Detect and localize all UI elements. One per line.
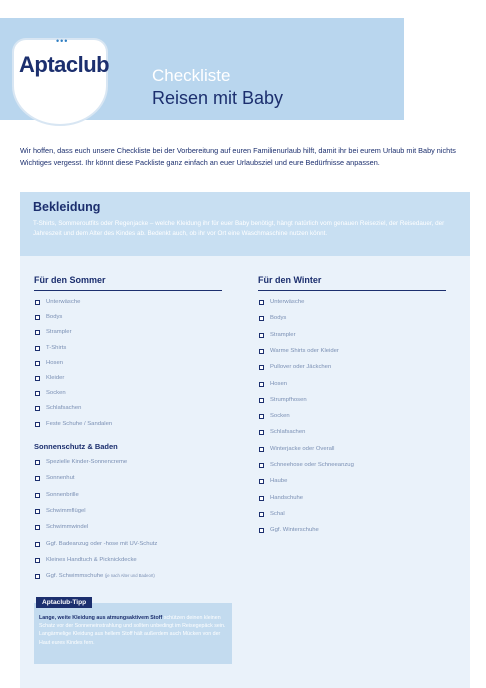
checklist-item <box>270 446 335 452</box>
checklist-item <box>270 478 287 484</box>
checklist-item-label: T-Shirts <box>46 344 67 351</box>
checkbox[interactable] <box>259 447 264 452</box>
checkbox[interactable] <box>259 316 264 321</box>
checklist-item <box>270 462 354 468</box>
checkbox[interactable] <box>259 300 264 305</box>
checkbox[interactable] <box>35 525 40 530</box>
checklist-item <box>270 397 307 403</box>
checkbox[interactable] <box>259 333 264 338</box>
checklist-item-label: Strumpfhosen <box>270 396 307 403</box>
checklist-item-label: Schwimmwindel <box>46 524 89 531</box>
checklist-item <box>46 508 86 514</box>
winter-heading: Für den Winter <box>258 275 446 291</box>
checkbox[interactable] <box>259 365 264 370</box>
checkbox[interactable] <box>259 382 264 387</box>
checklist-item <box>270 381 287 387</box>
section-description: T-Shirts, Sommeroutfits oder Regenjacke – welche Kleidung ihr für euer Baby benötigt, hängt natürlich vom genauen Reiseziel, der Reisedauer, der Jahreszeit und dem Alter des Kindes ab. Bedenkt auch, ob ihr vor Ort eine Waschmaschine nutzen könnt. <box>33 220 445 237</box>
checklist-item-label: Hosen <box>270 380 288 387</box>
checklist-item <box>46 541 157 547</box>
tip-headline: Lange, weite Kleidung aus atmungsaktivem Stoff <box>39 615 163 621</box>
checklist-item-label: Kleider <box>46 375 65 381</box>
checklist-item <box>46 573 155 579</box>
checklist-item <box>270 348 339 354</box>
clothing-panel-header <box>20 192 470 256</box>
checklist-item-label: Spezielle Kinder-Sonnencreme <box>46 459 128 465</box>
checklist-item-label: Schlafsachen <box>46 405 82 412</box>
header-title-checkliste: Checkliste <box>152 66 231 85</box>
checkbox[interactable] <box>259 349 264 354</box>
logo-dots-icon: ••• <box>56 36 69 46</box>
checklist-item-label: Warme Shirts oder Kleider <box>270 347 339 354</box>
checkbox[interactable] <box>259 414 264 419</box>
checklist-item-label: Kleines Handtuch & Picknickdecke <box>46 556 137 563</box>
checklist-item <box>46 524 88 530</box>
checkbox[interactable] <box>35 476 40 481</box>
checklist-item-label: Feste Schuhe / Sandalen <box>46 420 113 427</box>
checkbox[interactable] <box>35 330 40 335</box>
checkbox[interactable] <box>259 430 264 435</box>
checklist-item-note: (je nach Alter und Badeort) <box>104 573 155 579</box>
checklist-item <box>46 421 112 427</box>
checkbox[interactable] <box>35 315 40 320</box>
checkbox[interactable] <box>35 493 40 498</box>
checklist-item-label: Ggf. Badeanzug oder -hose mit UV-Schutz <box>46 540 158 547</box>
checklist-item-label: Unterwäsche <box>46 299 81 305</box>
checkbox[interactable] <box>259 463 264 468</box>
checkbox[interactable] <box>35 391 40 396</box>
sun-heading: Sonnenschutz & Baden <box>34 442 118 451</box>
checkbox[interactable] <box>35 558 40 563</box>
checklist-item <box>46 299 80 305</box>
checklist-item <box>46 375 64 381</box>
checklist-item <box>46 345 66 351</box>
checklist-item <box>46 314 62 320</box>
checklist-item-label: Handschuhe <box>270 494 304 501</box>
checklist-item <box>46 360 63 366</box>
tip-text <box>39 614 231 647</box>
checklist-item-label: Winterjacke oder Overall <box>270 445 335 452</box>
checklist-item-label: Haube <box>270 478 288 485</box>
checklist-item <box>270 429 305 435</box>
checkbox[interactable] <box>35 542 40 547</box>
checklist-item-label: Unterwäsche <box>270 299 305 305</box>
checklist-item-label: Bodys <box>270 315 287 322</box>
checklist-item <box>270 364 331 370</box>
checklist-item-label: Schlafsachen <box>270 429 306 436</box>
checklist-item-label: Schneehose oder Schneeanzug <box>270 462 354 468</box>
checkbox[interactable] <box>35 509 40 514</box>
intro-text: Wir hoffen, dass euch unsere Checkliste bei der Vorbereitung auf euren Familienurlaub hilft, damit ihr bei eurem Urlaub mit Baby nichts Wichtiges vergesst. Ihr könnt diese Packliste ganz einfach an euer Urlaubsziel und eure Bedürfnisse anpassen. <box>20 146 456 167</box>
header-title-reisen: Reisen mit Baby <box>152 88 284 108</box>
checklist-item-label: Socken <box>46 390 66 397</box>
checklist-item <box>270 315 286 321</box>
checkbox[interactable] <box>35 346 40 351</box>
checkbox[interactable] <box>35 376 40 381</box>
checklist-item <box>46 459 127 465</box>
checklist-item-label: Pullover oder Jäckchen <box>270 364 332 371</box>
checkbox[interactable] <box>259 496 264 501</box>
checklist-item-label: Strampler <box>270 331 296 338</box>
checklist-item-label: Sonnenhut <box>46 475 75 482</box>
checkbox[interactable] <box>259 512 264 517</box>
checkbox[interactable] <box>35 574 40 579</box>
checkbox[interactable] <box>259 528 264 533</box>
checklist-item <box>270 299 304 305</box>
checklist-item-label: Schal <box>270 510 285 517</box>
checklist-item-label: Ggf. Schwimmschuhe <box>46 573 104 580</box>
checklist-item-label: Hosen <box>46 359 64 366</box>
summer-heading: Für den Sommer <box>34 275 222 291</box>
tip-label: Aptaclub-Tipp <box>36 597 92 608</box>
checkbox[interactable] <box>35 361 40 366</box>
checkbox[interactable] <box>35 422 40 427</box>
checkbox[interactable] <box>35 460 40 465</box>
checklist-item-label: Sonnenbrille <box>46 491 79 498</box>
checklist-item-label: Socken <box>270 413 290 420</box>
checklist-item-label: Schwimmflügel <box>46 507 86 514</box>
checkbox[interactable] <box>259 398 264 403</box>
tip-body: schützen deinen kleinen Schatz vor der Sonneneinstrahlung und sollten unbedingt im Reisegepäck sein. Langärmelige Kleidung aus hellem Stoff hält außerdem auch Mücken von der Haut eures Kindes fern. <box>39 615 226 646</box>
checklist-item-label: Ggf. Winterschuhe <box>270 527 319 534</box>
checklist-item <box>270 495 303 501</box>
checklist-item <box>46 329 72 335</box>
checklist-item <box>46 492 79 498</box>
checkbox[interactable] <box>259 479 264 484</box>
checklist-item <box>270 332 296 338</box>
checklist-item <box>46 405 81 411</box>
logo-brand-text: Aptaclub <box>19 52 110 77</box>
checklist-item <box>270 413 290 419</box>
checklist-item-label: Strampler <box>46 329 72 336</box>
checklist-item <box>46 557 137 563</box>
checkbox[interactable] <box>35 300 40 305</box>
checklist-item <box>46 475 75 481</box>
checklist-item <box>270 511 285 517</box>
checkbox[interactable] <box>35 406 40 411</box>
checklist-item <box>46 390 66 396</box>
checklist-item <box>270 527 319 533</box>
section-title: Bekleidung <box>33 200 101 214</box>
checklist-item-label: Bodys <box>46 314 63 321</box>
